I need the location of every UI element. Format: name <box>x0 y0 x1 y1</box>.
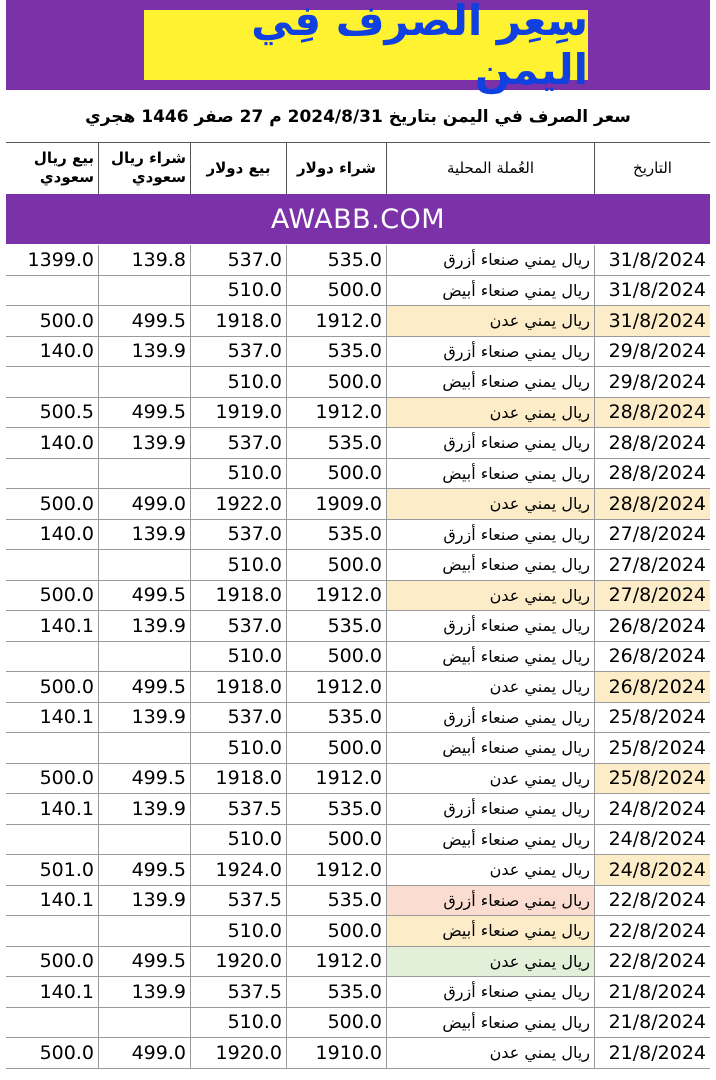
cell-buy-usd: 1912.0 <box>286 947 386 977</box>
table-row <box>6 794 710 825</box>
cell-currency: ريال يمني عدن <box>386 398 594 428</box>
cell-currency: ريال يمني صنعاء أزرق <box>386 428 594 458</box>
cell-sell-usd: 510.0 <box>190 733 286 763</box>
cell-sell-usd: 537.5 <box>190 977 286 1007</box>
cell-buy-sar: 499.5 <box>98 947 190 977</box>
cell-currency: ريال يمني صنعاء أزرق <box>386 703 594 733</box>
cell-currency: ريال يمني صنعاء أبيض <box>386 367 594 397</box>
cell-buy-sar <box>98 459 190 489</box>
cell-buy-sar: 499.5 <box>98 672 190 702</box>
cell-date: 24/8/2024 <box>594 794 710 824</box>
table-row <box>6 428 710 459</box>
table-row <box>6 611 710 642</box>
cell-currency: ريال يمني صنعاء أبيض <box>386 916 594 946</box>
cell-buy-sar: 139.9 <box>98 703 190 733</box>
cell-sell-sar: 500.0 <box>39 492 94 515</box>
cell-sell-usd: 510.0 <box>190 642 286 672</box>
brand-banner: AWABB.COM <box>6 194 710 244</box>
cell-date: 25/8/2024 <box>594 733 710 763</box>
cell-date: 29/8/2024 <box>594 367 710 397</box>
cell-date: 26/8/2024 <box>594 642 710 672</box>
cell-sell-sar <box>6 825 98 855</box>
cell-sell-usd: 510.0 <box>190 276 286 306</box>
cell-sell-usd: 1918.0 <box>190 581 286 611</box>
table-row <box>6 245 710 276</box>
header-sell-sar: بيع ريال سعودي <box>33 149 94 186</box>
table-row <box>6 1038 710 1069</box>
cell-buy-usd: 535.0 <box>286 611 386 641</box>
cell-currency: ريال يمني صنعاء أبيض <box>386 550 594 580</box>
cell-sell-usd: 1918.0 <box>190 672 286 702</box>
cell-sell-usd: 510.0 <box>190 916 286 946</box>
cell-currency: ريال يمني صنعاء أبيض <box>386 1008 594 1038</box>
table-row <box>6 733 710 764</box>
cell-sell-usd: 537.0 <box>190 245 286 275</box>
header-buy-usd: شراء دولار <box>286 142 386 194</box>
table-row <box>6 764 710 795</box>
cell-date: 21/8/2024 <box>594 1008 710 1038</box>
cell-buy-sar <box>98 733 190 763</box>
cell-currency: ريال يمني عدن <box>386 1038 594 1068</box>
cell-sell-sar: 140.1 <box>39 889 94 912</box>
cell-sell-usd: 1918.0 <box>190 306 286 336</box>
cell-sell-sar: 140.1 <box>39 614 94 637</box>
cell-date: 27/8/2024 <box>594 520 710 550</box>
cell-date: 31/8/2024 <box>594 276 710 306</box>
cell-date: 28/8/2024 <box>594 428 710 458</box>
cell-sell-usd: 510.0 <box>190 1008 286 1038</box>
cell-sell-usd: 537.0 <box>190 520 286 550</box>
cell-buy-usd: 500.0 <box>286 367 386 397</box>
table-row <box>6 672 710 703</box>
cell-buy-usd: 500.0 <box>286 276 386 306</box>
cell-sell-sar <box>6 916 98 946</box>
cell-buy-usd: 1912.0 <box>286 398 386 428</box>
cell-sell-usd: 537.0 <box>190 428 286 458</box>
cell-date: 29/8/2024 <box>594 337 710 367</box>
cell-sell-sar: 500.0 <box>39 1041 94 1064</box>
cell-sell-sar: 140.0 <box>39 431 94 454</box>
table-row <box>6 337 710 368</box>
cell-sell-sar <box>6 367 98 397</box>
cell-currency: ريال يمني عدن <box>386 672 594 702</box>
cell-sell-usd: 1920.0 <box>190 1038 286 1068</box>
cell-currency: ريال يمني عدن <box>386 489 594 519</box>
cell-currency: ريال يمني صنعاء أزرق <box>386 520 594 550</box>
cell-currency: ريال يمني صنعاء أبيض <box>386 276 594 306</box>
cell-sell-sar: 140.1 <box>39 797 94 820</box>
cell-date: 21/8/2024 <box>594 1038 710 1068</box>
cell-buy-usd: 535.0 <box>286 428 386 458</box>
table-row <box>6 1008 710 1039</box>
cell-sell-usd: 537.0 <box>190 337 286 367</box>
table-row <box>6 947 710 978</box>
cell-sell-sar <box>6 276 98 306</box>
table-header <box>6 142 710 195</box>
cell-date: 22/8/2024 <box>594 916 710 946</box>
table-row <box>6 306 710 337</box>
cell-currency: ريال يمني صنعاء أزرق <box>386 794 594 824</box>
cell-buy-usd: 1912.0 <box>286 672 386 702</box>
cell-sell-usd: 510.0 <box>190 825 286 855</box>
cell-sell-usd: 510.0 <box>190 550 286 580</box>
cell-date: 24/8/2024 <box>594 855 710 885</box>
cell-buy-usd: 1912.0 <box>286 306 386 336</box>
cell-buy-sar <box>98 1008 190 1038</box>
cell-buy-sar: 139.9 <box>98 886 190 916</box>
cell-buy-usd: 500.0 <box>286 459 386 489</box>
cell-sell-sar: 140.0 <box>39 523 94 546</box>
cell-buy-usd: 500.0 <box>286 550 386 580</box>
cell-sell-sar <box>6 550 98 580</box>
cell-buy-usd: 1909.0 <box>286 489 386 519</box>
cell-currency: ريال يمني صنعاء أزرق <box>386 977 594 1007</box>
table-row <box>6 367 710 398</box>
cell-sell-usd: 1922.0 <box>190 489 286 519</box>
cell-sell-sar: 500.0 <box>39 309 94 332</box>
cell-currency: ريال يمني عدن <box>386 306 594 336</box>
table-row <box>6 916 710 947</box>
cell-sell-sar: 500.5 <box>39 401 94 424</box>
table-row <box>6 398 710 429</box>
cell-sell-sar: 500.0 <box>39 584 94 607</box>
cell-sell-usd: 510.0 <box>190 367 286 397</box>
page-title: سِعِر الصرف فِي اليمن <box>251 0 588 94</box>
table-row <box>6 642 710 673</box>
cell-sell-usd: 1924.0 <box>190 855 286 885</box>
cell-buy-sar: 139.9 <box>98 977 190 1007</box>
cell-buy-sar <box>98 916 190 946</box>
cell-buy-sar: 499.0 <box>98 489 190 519</box>
cell-currency: ريال يمني صنعاء أبيض <box>386 825 594 855</box>
cell-currency: ريال يمني عدن <box>386 764 594 794</box>
cell-currency: ريال يمني صنعاء أبيض <box>386 459 594 489</box>
cell-buy-usd: 535.0 <box>286 520 386 550</box>
cell-date: 26/8/2024 <box>594 611 710 641</box>
rates-table-body <box>6 245 710 1069</box>
cell-buy-sar <box>98 825 190 855</box>
cell-currency: ريال يمني صنعاء أزرق <box>386 337 594 367</box>
cell-buy-usd: 535.0 <box>286 337 386 367</box>
cell-currency: ريال يمني صنعاء أبيض <box>386 733 594 763</box>
cell-sell-sar: 500.0 <box>39 675 94 698</box>
cell-sell-sar <box>6 1008 98 1038</box>
cell-sell-usd: 537.5 <box>190 886 286 916</box>
cell-sell-usd: 1919.0 <box>190 398 286 428</box>
table-row <box>6 825 710 856</box>
cell-sell-sar: 140.0 <box>39 340 94 363</box>
cell-buy-usd: 535.0 <box>286 794 386 824</box>
cell-sell-usd: 537.0 <box>190 611 286 641</box>
cell-buy-sar: 499.5 <box>98 764 190 794</box>
cell-buy-usd: 535.0 <box>286 977 386 1007</box>
cell-buy-usd: 500.0 <box>286 1008 386 1038</box>
cell-buy-usd: 500.0 <box>286 642 386 672</box>
cell-buy-usd: 535.0 <box>286 703 386 733</box>
cell-date: 22/8/2024 <box>594 886 710 916</box>
cell-buy-usd: 1912.0 <box>286 581 386 611</box>
cell-currency: ريال يمني عدن <box>386 855 594 885</box>
cell-buy-sar <box>98 367 190 397</box>
cell-date: 22/8/2024 <box>594 947 710 977</box>
cell-buy-sar: 499.5 <box>98 855 190 885</box>
table-row <box>6 520 710 551</box>
cell-buy-usd: 1912.0 <box>286 855 386 885</box>
cell-sell-usd: 537.5 <box>190 794 286 824</box>
cell-currency: ريال يمني صنعاء أبيض <box>386 642 594 672</box>
cell-sell-sar <box>6 733 98 763</box>
cell-sell-sar: 140.1 <box>39 980 94 1003</box>
page-subtitle: سعر الصرف في اليمن بتاريخ 2024/8/31 م 27 صفر 1446 هجري <box>6 92 710 143</box>
cell-buy-usd: 1912.0 <box>286 764 386 794</box>
cell-date: 27/8/2024 <box>594 581 710 611</box>
table-row <box>6 886 710 917</box>
cell-date: 25/8/2024 <box>594 703 710 733</box>
cell-sell-usd: 510.0 <box>190 459 286 489</box>
cell-buy-usd: 1910.0 <box>286 1038 386 1068</box>
cell-currency: ريال يمني عدن <box>386 581 594 611</box>
cell-buy-sar: 139.9 <box>98 520 190 550</box>
cell-sell-usd: 1920.0 <box>190 947 286 977</box>
cell-buy-sar <box>98 550 190 580</box>
header-currency: العُملة المحلية <box>386 142 594 194</box>
cell-sell-sar: 501.0 <box>39 858 94 881</box>
cell-date: 25/8/2024 <box>594 764 710 794</box>
cell-sell-sar: 500.0 <box>39 950 94 973</box>
table-row <box>6 459 710 490</box>
table-row <box>6 489 710 520</box>
cell-date: 31/8/2024 <box>594 306 710 336</box>
cell-buy-sar: 139.9 <box>98 428 190 458</box>
cell-date: 28/8/2024 <box>594 398 710 428</box>
cell-buy-sar: 139.9 <box>98 337 190 367</box>
cell-date: 28/8/2024 <box>594 459 710 489</box>
table-row <box>6 550 710 581</box>
cell-buy-usd: 535.0 <box>286 245 386 275</box>
title-banner <box>6 0 710 94</box>
cell-currency: ريال يمني صنعاء أزرق <box>386 886 594 916</box>
cell-sell-usd: 537.0 <box>190 703 286 733</box>
header-buy-sar: شراء ريال سعودي <box>98 142 190 194</box>
cell-date: 27/8/2024 <box>594 550 710 580</box>
cell-buy-usd: 500.0 <box>286 733 386 763</box>
cell-buy-sar: 499.5 <box>98 306 190 336</box>
table-row <box>6 855 710 886</box>
cell-sell-sar <box>6 459 98 489</box>
cell-sell-usd: 1918.0 <box>190 764 286 794</box>
cell-sell-sar: 140.1 <box>39 706 94 729</box>
cell-date: 28/8/2024 <box>594 489 710 519</box>
cell-sell-sar <box>6 642 98 672</box>
cell-currency: ريال يمني صنعاء أزرق <box>386 245 594 275</box>
cell-buy-usd: 500.0 <box>286 825 386 855</box>
cell-date: 24/8/2024 <box>594 825 710 855</box>
cell-buy-sar <box>98 276 190 306</box>
cell-buy-sar: 499.0 <box>98 1038 190 1068</box>
cell-date: 26/8/2024 <box>594 672 710 702</box>
header-date: التاريخ <box>594 142 710 194</box>
cell-sell-sar: 1399.0 <box>27 248 94 271</box>
table-row <box>6 977 710 1008</box>
cell-buy-usd: 500.0 <box>286 916 386 946</box>
cell-date: 21/8/2024 <box>594 977 710 1007</box>
cell-currency: ريال يمني عدن <box>386 947 594 977</box>
cell-sell-sar: 500.0 <box>39 767 94 790</box>
cell-date: 31/8/2024 <box>594 245 710 275</box>
cell-buy-sar: 139.8 <box>98 245 190 275</box>
cell-currency: ريال يمني صنعاء أزرق <box>386 611 594 641</box>
table-row <box>6 276 710 307</box>
cell-buy-sar: 139.9 <box>98 611 190 641</box>
cell-buy-sar <box>98 642 190 672</box>
table-row <box>6 703 710 734</box>
table-row <box>6 581 710 612</box>
header-sell-usd: بيع دولار <box>190 142 286 194</box>
cell-buy-usd: 535.0 <box>286 886 386 916</box>
cell-buy-sar: 139.9 <box>98 794 190 824</box>
cell-buy-sar: 499.5 <box>98 398 190 428</box>
cell-buy-sar: 499.5 <box>98 581 190 611</box>
title-box <box>144 0 588 94</box>
